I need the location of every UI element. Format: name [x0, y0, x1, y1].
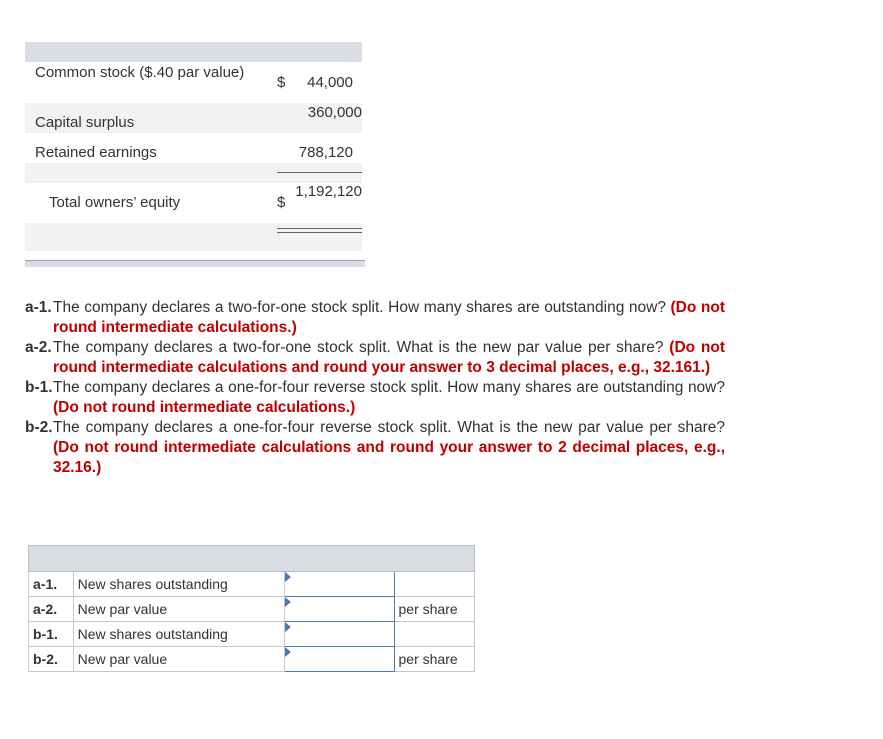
question-hint: (Do not round intermediate calculations.)	[53, 399, 356, 416]
answer-input-cell	[284, 572, 394, 597]
question-hint: (Do not round intermediate calculations and round your answer to 3 decimal places, e.g., 32.161.)	[53, 339, 725, 376]
common-stock-value: 44,000	[307, 74, 353, 91]
answer-label: New shares outstanding	[73, 622, 284, 647]
answer-table-header	[29, 546, 475, 572]
answer-key: a-2.	[29, 597, 74, 622]
new-shares-outstanding-b1-input[interactable]	[285, 623, 394, 645]
answer-input-cell	[284, 647, 394, 672]
equity-row-band	[25, 163, 362, 183]
question-text	[53, 418, 725, 478]
total-double-rule-bottom	[277, 232, 362, 233]
answer-key: b-2.	[29, 647, 74, 672]
question-b1	[25, 378, 725, 418]
question-body: The company declares a two-for-one stock split. What is the new par value per share?	[53, 339, 664, 356]
answer-row-b2	[29, 647, 475, 672]
question-body: The company declares a two-for-one stock split. How many shares are outstanding now?	[53, 299, 666, 316]
equity-table-header	[25, 42, 362, 62]
equity-table-footer	[25, 260, 365, 267]
question-body: The company declares a one-for-four reverse stock split. How many shares are outstanding now?	[53, 379, 725, 396]
answer-input-cell	[284, 597, 394, 622]
answer-key: b-1.	[29, 622, 74, 647]
question-body: The company declares a one-for-four reverse stock split. What is the new par value per share?	[53, 419, 725, 436]
input-flag-icon	[285, 572, 291, 582]
equity-row-label-common-stock	[35, 63, 245, 83]
subtotal-rule	[277, 172, 362, 173]
input-flag-icon	[285, 622, 291, 632]
total-double-rule-top	[277, 228, 362, 229]
answer-row-b1	[29, 622, 475, 647]
question-text	[53, 378, 725, 418]
retained-earnings-value: 788,120	[298, 144, 353, 161]
answer-row-a1	[29, 572, 475, 597]
answer-unit	[394, 622, 475, 647]
question-list	[25, 298, 725, 478]
answer-unit: per share	[394, 647, 475, 672]
capital-surplus-value: 360,000	[307, 104, 362, 121]
answer-table-header-cell	[29, 546, 475, 572]
common-stock-dollar: $	[277, 74, 286, 91]
question-b2	[25, 418, 725, 478]
question-a2	[25, 338, 725, 378]
question-hint: (Do not round intermediate calculations.)	[53, 299, 725, 336]
input-flag-icon	[285, 597, 291, 607]
total-equity-value: 1,192,120	[295, 183, 362, 200]
question-a1	[25, 298, 725, 338]
answer-unit	[394, 572, 475, 597]
answer-label: New shares outstanding	[73, 572, 284, 597]
total-equity-dollar: $	[277, 194, 286, 211]
answer-label: New par value	[73, 647, 284, 672]
retained-earnings-label: Retained earnings	[35, 144, 157, 161]
new-par-value-a2-input[interactable]	[285, 598, 394, 620]
answer-table	[28, 545, 475, 672]
question-number: b-2.	[25, 419, 53, 436]
answer-label: New par value	[73, 597, 284, 622]
total-equity-label: Total owners’ equity	[49, 194, 181, 211]
common-stock-label: Common stock ($.40 par value)	[35, 64, 245, 81]
answer-input-cell	[284, 622, 394, 647]
question-text	[53, 338, 725, 378]
new-shares-outstanding-a1-input[interactable]	[285, 573, 394, 595]
question-number: a-2.	[25, 339, 52, 356]
input-flag-icon	[285, 647, 291, 657]
answer-unit: per share	[394, 597, 475, 622]
capital-surplus-label: Capital surplus	[35, 114, 135, 131]
question-number: b-1.	[25, 379, 53, 396]
question-hint: (Do not round intermediate calculations and round your answer to 2 decimal places, e.g., 32.16.)	[53, 439, 725, 476]
question-text	[53, 298, 725, 338]
new-par-value-b2-input[interactable]	[285, 648, 394, 670]
answer-row-a2	[29, 597, 475, 622]
answer-key: a-1.	[29, 572, 74, 597]
question-number: a-1.	[25, 299, 52, 316]
